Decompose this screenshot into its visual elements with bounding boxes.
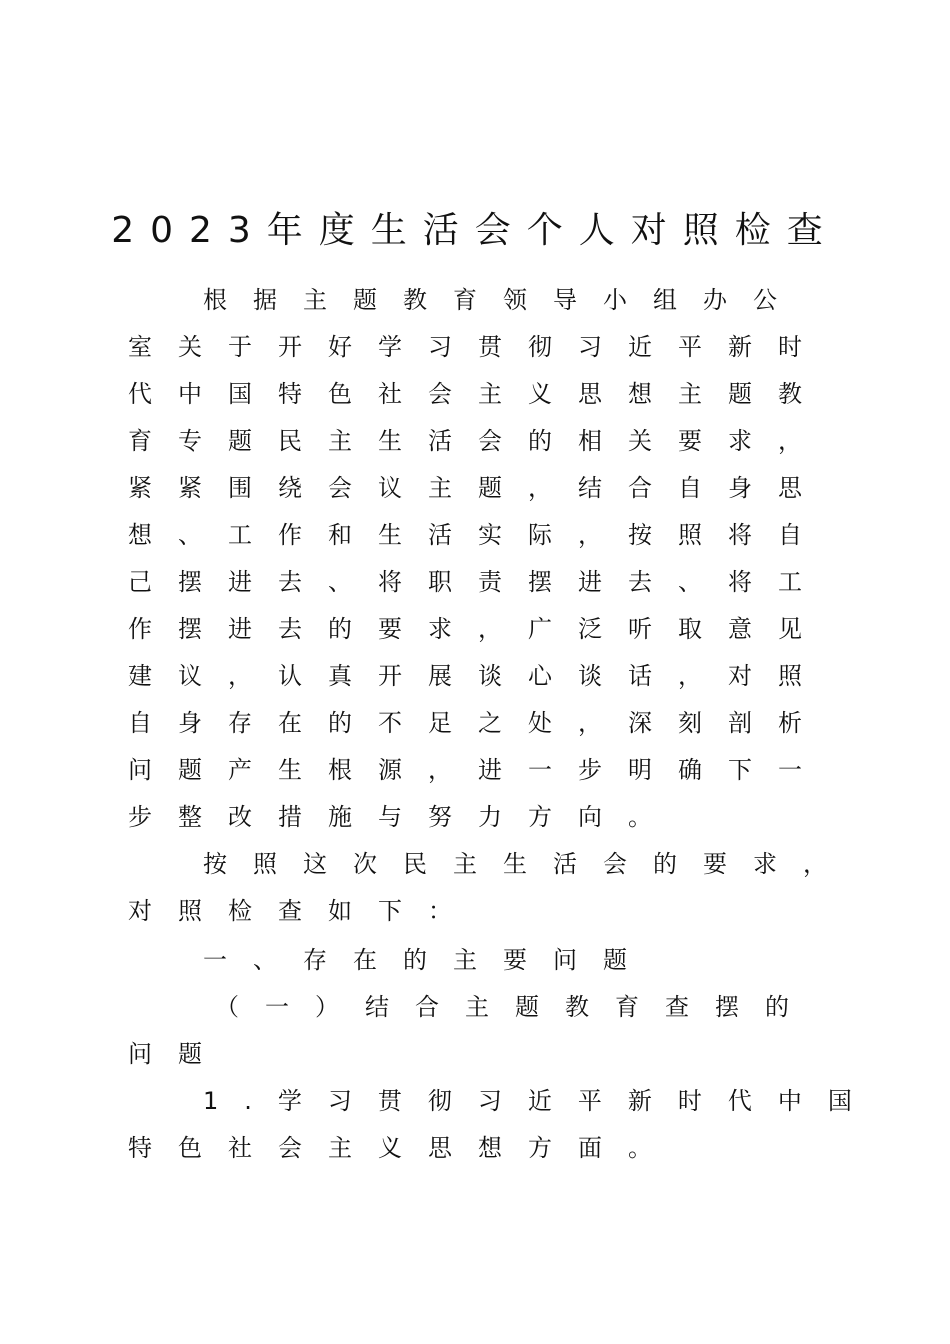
paragraph-line: 建议，认真开展谈心谈话，对照 xyxy=(128,662,828,690)
paragraph-line: 己摆进去、将职责摆进去、将工 xyxy=(128,568,828,596)
subsection-heading-cont: 问题 xyxy=(128,1040,228,1068)
item-heading-cont: 特色社会主义思想方面。 xyxy=(128,1134,678,1162)
paragraph-line: 自身存在的不足之处，深刻剖析 xyxy=(128,709,828,737)
paragraph-line: 按照这次民主生活会的要求， xyxy=(203,850,853,878)
paragraph-line: 想、工作和生活实际，按照将自 xyxy=(128,521,828,549)
subsection-heading: （一）结合主题教育查摆的 xyxy=(215,993,815,1021)
paragraph-line: 室关于开好学习贯彻习近平新时 xyxy=(128,333,828,361)
paragraph-line: 育专题民主生活会的相关要求， xyxy=(128,427,828,455)
paragraph-line: 步整改措施与努力方向。 xyxy=(128,803,678,831)
paragraph-line: 代中国特色社会主义思想主题教 xyxy=(128,380,828,408)
item-heading: 1.学习贯彻习近平新时代中国 xyxy=(203,1087,878,1115)
paragraph-line: 根据主题教育领导小组办公 xyxy=(203,286,803,314)
paragraph-line: 对照检查如下： xyxy=(128,897,478,925)
section-heading: 一、存在的主要问题 xyxy=(203,946,653,974)
document-title: 2023年度生活会个人对照检查 xyxy=(111,210,839,251)
paragraph-line: 作摆进去的要求，广泛听取意见 xyxy=(128,615,828,643)
paragraph-line: 紧紧围绕会议主题，结合自身思 xyxy=(128,474,828,502)
paragraph-line: 问题产生根源，进一步明确下一 xyxy=(128,756,828,784)
